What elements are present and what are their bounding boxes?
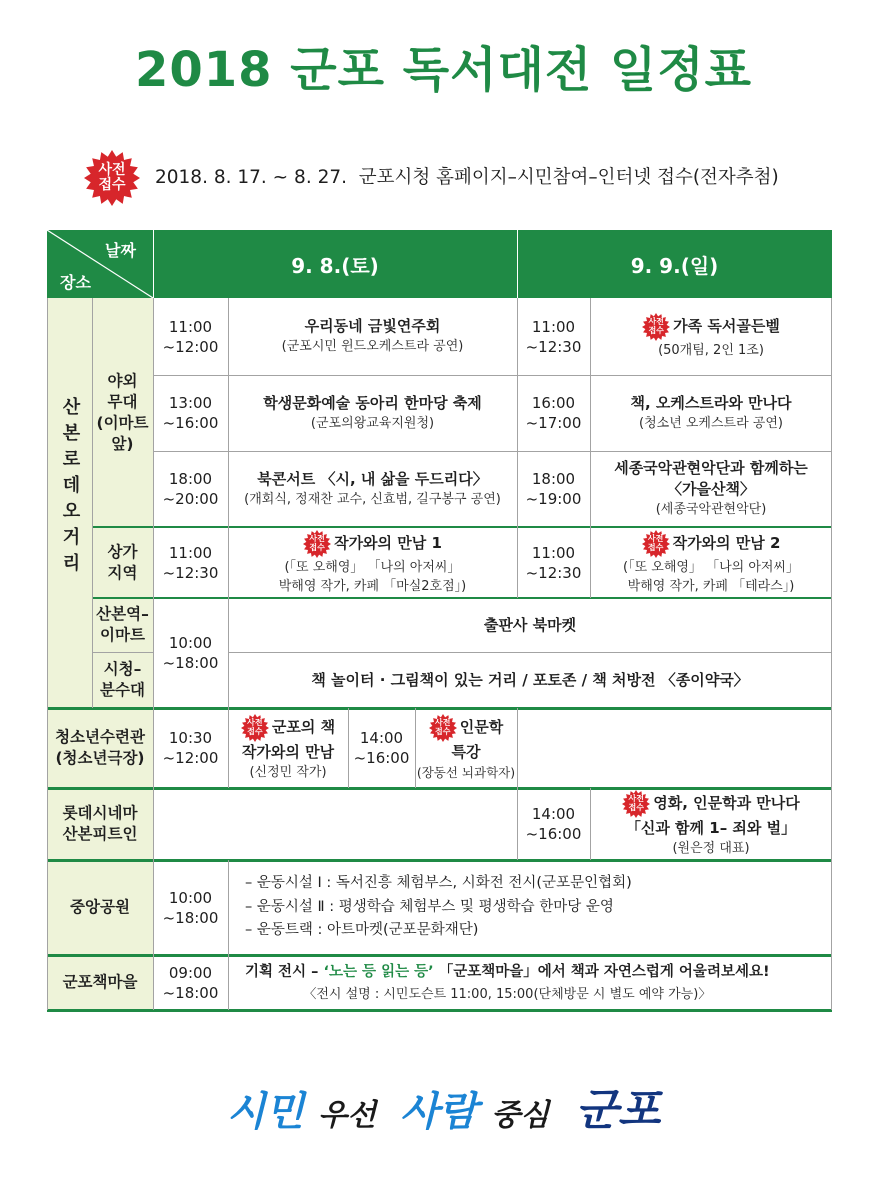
exhibition-prefix: 기획 전시 – [245,963,324,980]
table-divider [92,526,832,528]
time-range: 14:00 ~16:00 [525,805,582,843]
subplace-label: 산본역– 이마트 [96,605,149,644]
event-title: 학생문화예술 동아리 한마당 축제 [263,393,482,412]
badge-label: 사전 접수 [247,718,263,736]
list-item: – 운동트랙 : 아트마켓(군포문화재단) [245,922,479,939]
header-divider [517,230,518,298]
event-cell [415,708,517,788]
event-desc: (「또 오해영」 「나의 아저씨」 박해영 작가, 카페 「마실2호점」) [278,559,467,594]
header-place-label: 장소 [60,273,91,292]
event-cell [228,652,832,708]
table-bottom-border [47,1009,832,1012]
table-divider [517,708,518,860]
slogan-word: 우선 [318,1098,376,1133]
time-range: 11:00 ~12:30 [525,317,582,356]
event-title: 작가와의 만남 1 [334,534,442,552]
event-cell [590,375,832,451]
event-desc: (장동선 뇌과학자) [416,764,516,780]
event-desc: (개회식, 정재찬 교수, 신효범, 길구봉구 공연) [244,491,501,507]
event-desc: (세종국악관현악단) [655,502,767,517]
header-date-label: 날짜 [105,241,136,260]
slogan-word: 사람 [399,1088,478,1135]
subplace-station [92,598,153,652]
section-divider [47,859,832,862]
badge-label: 사전 접수 [647,534,664,552]
table-divider [517,298,518,598]
pre-registration-badge [429,714,457,742]
header-day-sun: 9. 9.(일) [517,230,832,298]
pre-registration-badge [84,150,140,206]
event-cell [228,298,517,375]
badge-label: 사전 접수 [435,718,451,736]
place-label: 중앙공원 [70,898,130,916]
event-desc: (원은정 대표) [672,840,750,856]
event-desc: (50개팀, 2인 1조) [658,342,764,358]
event-cell [228,451,517,527]
event-cell [228,708,348,788]
place-label: 군포책마을 [62,973,138,991]
event-cell [228,375,517,451]
event-title-row [642,530,781,558]
place-label: 롯데시네마 산본피트인 [62,804,138,843]
event-cell [590,527,832,598]
event-title: 출판사 북마켓 [483,615,577,634]
time-cell [153,598,228,708]
event-desc: (군포의왕교육지원청) [310,415,435,431]
event-title-line2: 작가와의 만남 [241,742,335,761]
event-title: 북콘서트 〈시, 내 삶을 두드리다〉 [257,469,488,488]
event-desc: (청소년 오케스트라 공연) [639,415,783,431]
table-divider [92,597,832,599]
time-range: 11:00 ~12:30 [525,543,582,582]
subplace-label: 상가 지역 [107,542,138,582]
table-divider [228,860,229,1010]
event-cell [228,955,832,1010]
event-title: 책, 오케스트라와 만나다 [630,393,792,412]
header-day-sat: 9. 8.(토) [153,230,517,298]
badge-label: 사전 접수 [648,317,664,335]
badge-label: 사전 접수 [309,534,325,552]
exhibition-suffix: 「군포책마을」에서 책과 자연스럽게 어울려보세요! [433,963,770,980]
time-cell [153,375,228,451]
time-range: 14:00 ~16:00 [353,729,410,767]
table-divider [590,298,591,598]
time-range: 11:00 ~12:00 [162,317,219,356]
event-title: 군포의 책 [271,718,336,736]
table-divider [228,298,229,788]
event-title-row [429,714,503,742]
time-range: 10:00 ~18:00 [162,634,219,672]
exhibition-text [245,960,770,1006]
place-rodeo-street [47,298,92,708]
header-divider [153,230,154,298]
time-cell [153,955,228,1010]
place-youth-center [47,708,153,788]
subplace-label: 시청– 분수대 [100,660,145,699]
time-cell [517,788,590,860]
table-divider [348,708,349,788]
time-cell [348,708,415,788]
time-range: 10:00 ~18:00 [162,888,219,927]
subplace-label: 야외 무대 (이마트 앞) [96,371,149,453]
time-range: 09:00 ~18:00 [162,963,219,1002]
exhibition-highlight: ‘노는 등 읽는 등’ [323,963,434,980]
event-list-cell [228,860,832,955]
empty-cell [153,788,517,860]
pre-registration-badge [642,530,670,558]
slogan-word: 시민 [226,1088,305,1135]
event-title: 가족 독서골든벨 [673,317,780,335]
event-title: 인문학 [459,718,504,736]
place-rodeo-street-label: 산본로데오거리 [59,397,81,579]
list-item: – 운동시설 Ⅱ : 평생학습 체험부스 및 평생학습 한마당 운영 [245,898,614,915]
time-cell [153,708,228,788]
section-divider [47,954,832,957]
time-cell [153,527,228,598]
event-desc: (군포시민 윈드오케스트라 공연) [281,339,464,354]
event-title-row [642,313,780,341]
header-date-place-corner [47,230,153,298]
registration-period: 2018. 8. 17. ~ 8. 27. 군포시청 홈페이지–시민참여–인터넷 접수(전자추첨) [155,167,779,188]
event-desc: (「또 오해영」 「나의 아저씨」 박해영 작가, 카페 「테라스」) [623,559,799,594]
event-title: 작가와의 만남 2 [672,534,781,552]
page-title: 2018 군포 독서대전 일정표 [134,42,753,98]
time-cell [153,860,228,955]
pre-registration-badge [241,714,269,742]
badge-label: 사전 접수 [628,794,644,812]
place-central-park [47,860,153,955]
place-book-village [47,955,153,1010]
section-divider [47,707,832,710]
exhibition-headline [245,960,770,984]
event-title-line2: 특강 [451,742,481,761]
event-title: 세종국악관현악단과 함께하는 〈가을산책〉 [614,459,808,498]
event-title-row [241,714,335,742]
time-cell [517,527,590,598]
empty-cell [517,708,832,788]
event-desc: (신정민 작가) [249,764,327,780]
pre-registration-badge [622,790,650,818]
time-range: 18:00 ~19:00 [525,470,582,508]
time-cell [517,451,590,527]
event-cell [228,527,517,598]
table-divider [47,298,48,1010]
table-divider [153,451,832,452]
table-divider [415,708,416,788]
event-title-line2: 「신과 함께 1– 죄와 벌」 [625,818,797,837]
place-cinema [47,788,153,860]
section-divider [47,787,832,790]
table-divider [153,298,154,1010]
table-divider [228,652,832,653]
city-slogan [0,1074,887,1134]
table-divider [92,298,93,708]
subplace-shops [92,527,153,598]
badge-label: 사전 접수 [98,162,126,193]
event-cell [590,788,832,860]
time-cell [153,298,228,375]
event-title: 우리동네 금빛연주회 [304,317,441,335]
table-divider [590,788,591,860]
time-range: 16:00 ~17:00 [525,394,582,432]
pre-registration-badge [642,313,670,341]
place-label: 청소년수련관 (청소년극장) [55,728,145,767]
event-cell [590,298,832,375]
event-cell [590,451,832,527]
time-range: 11:00 ~12:30 [162,543,219,582]
event-title-row [622,790,800,818]
time-range: 10:30 ~12:00 [162,729,219,767]
table-divider [831,298,832,1010]
subplace-outdoor-stage [92,298,153,527]
time-cell [517,298,590,375]
time-cell [153,451,228,527]
slogan-word: 중심 [491,1098,550,1133]
time-range: 13:00 ~16:00 [162,394,219,432]
slogan-city-name: 군포 [575,1085,661,1136]
time-cell [517,375,590,451]
event-title: 영화, 인문학과 만나다 [653,794,800,812]
table-divider [153,375,832,376]
event-title-row [303,530,442,558]
registration-badge-wrap [84,150,140,206]
event-title: 책 놀이터 · 그림책이 있는 거리 / 포토존 / 책 처방전 〈종이약국〉 [311,670,749,689]
time-range: 18:00 ~20:00 [162,470,219,508]
exhibition-note: 〈전시 설명 : 시민도슨트 11:00, 15:00(단체방문 시 별도 예약 가능)〉 [303,986,712,1002]
list-item: – 운동시설 Ⅰ : 독서진흥 체험부스, 시화전 전시(군포문인협회) [245,875,632,892]
table-divider [92,652,153,653]
pre-registration-badge [303,530,331,558]
event-cell [228,598,832,652]
subplace-city-hall [92,652,153,708]
